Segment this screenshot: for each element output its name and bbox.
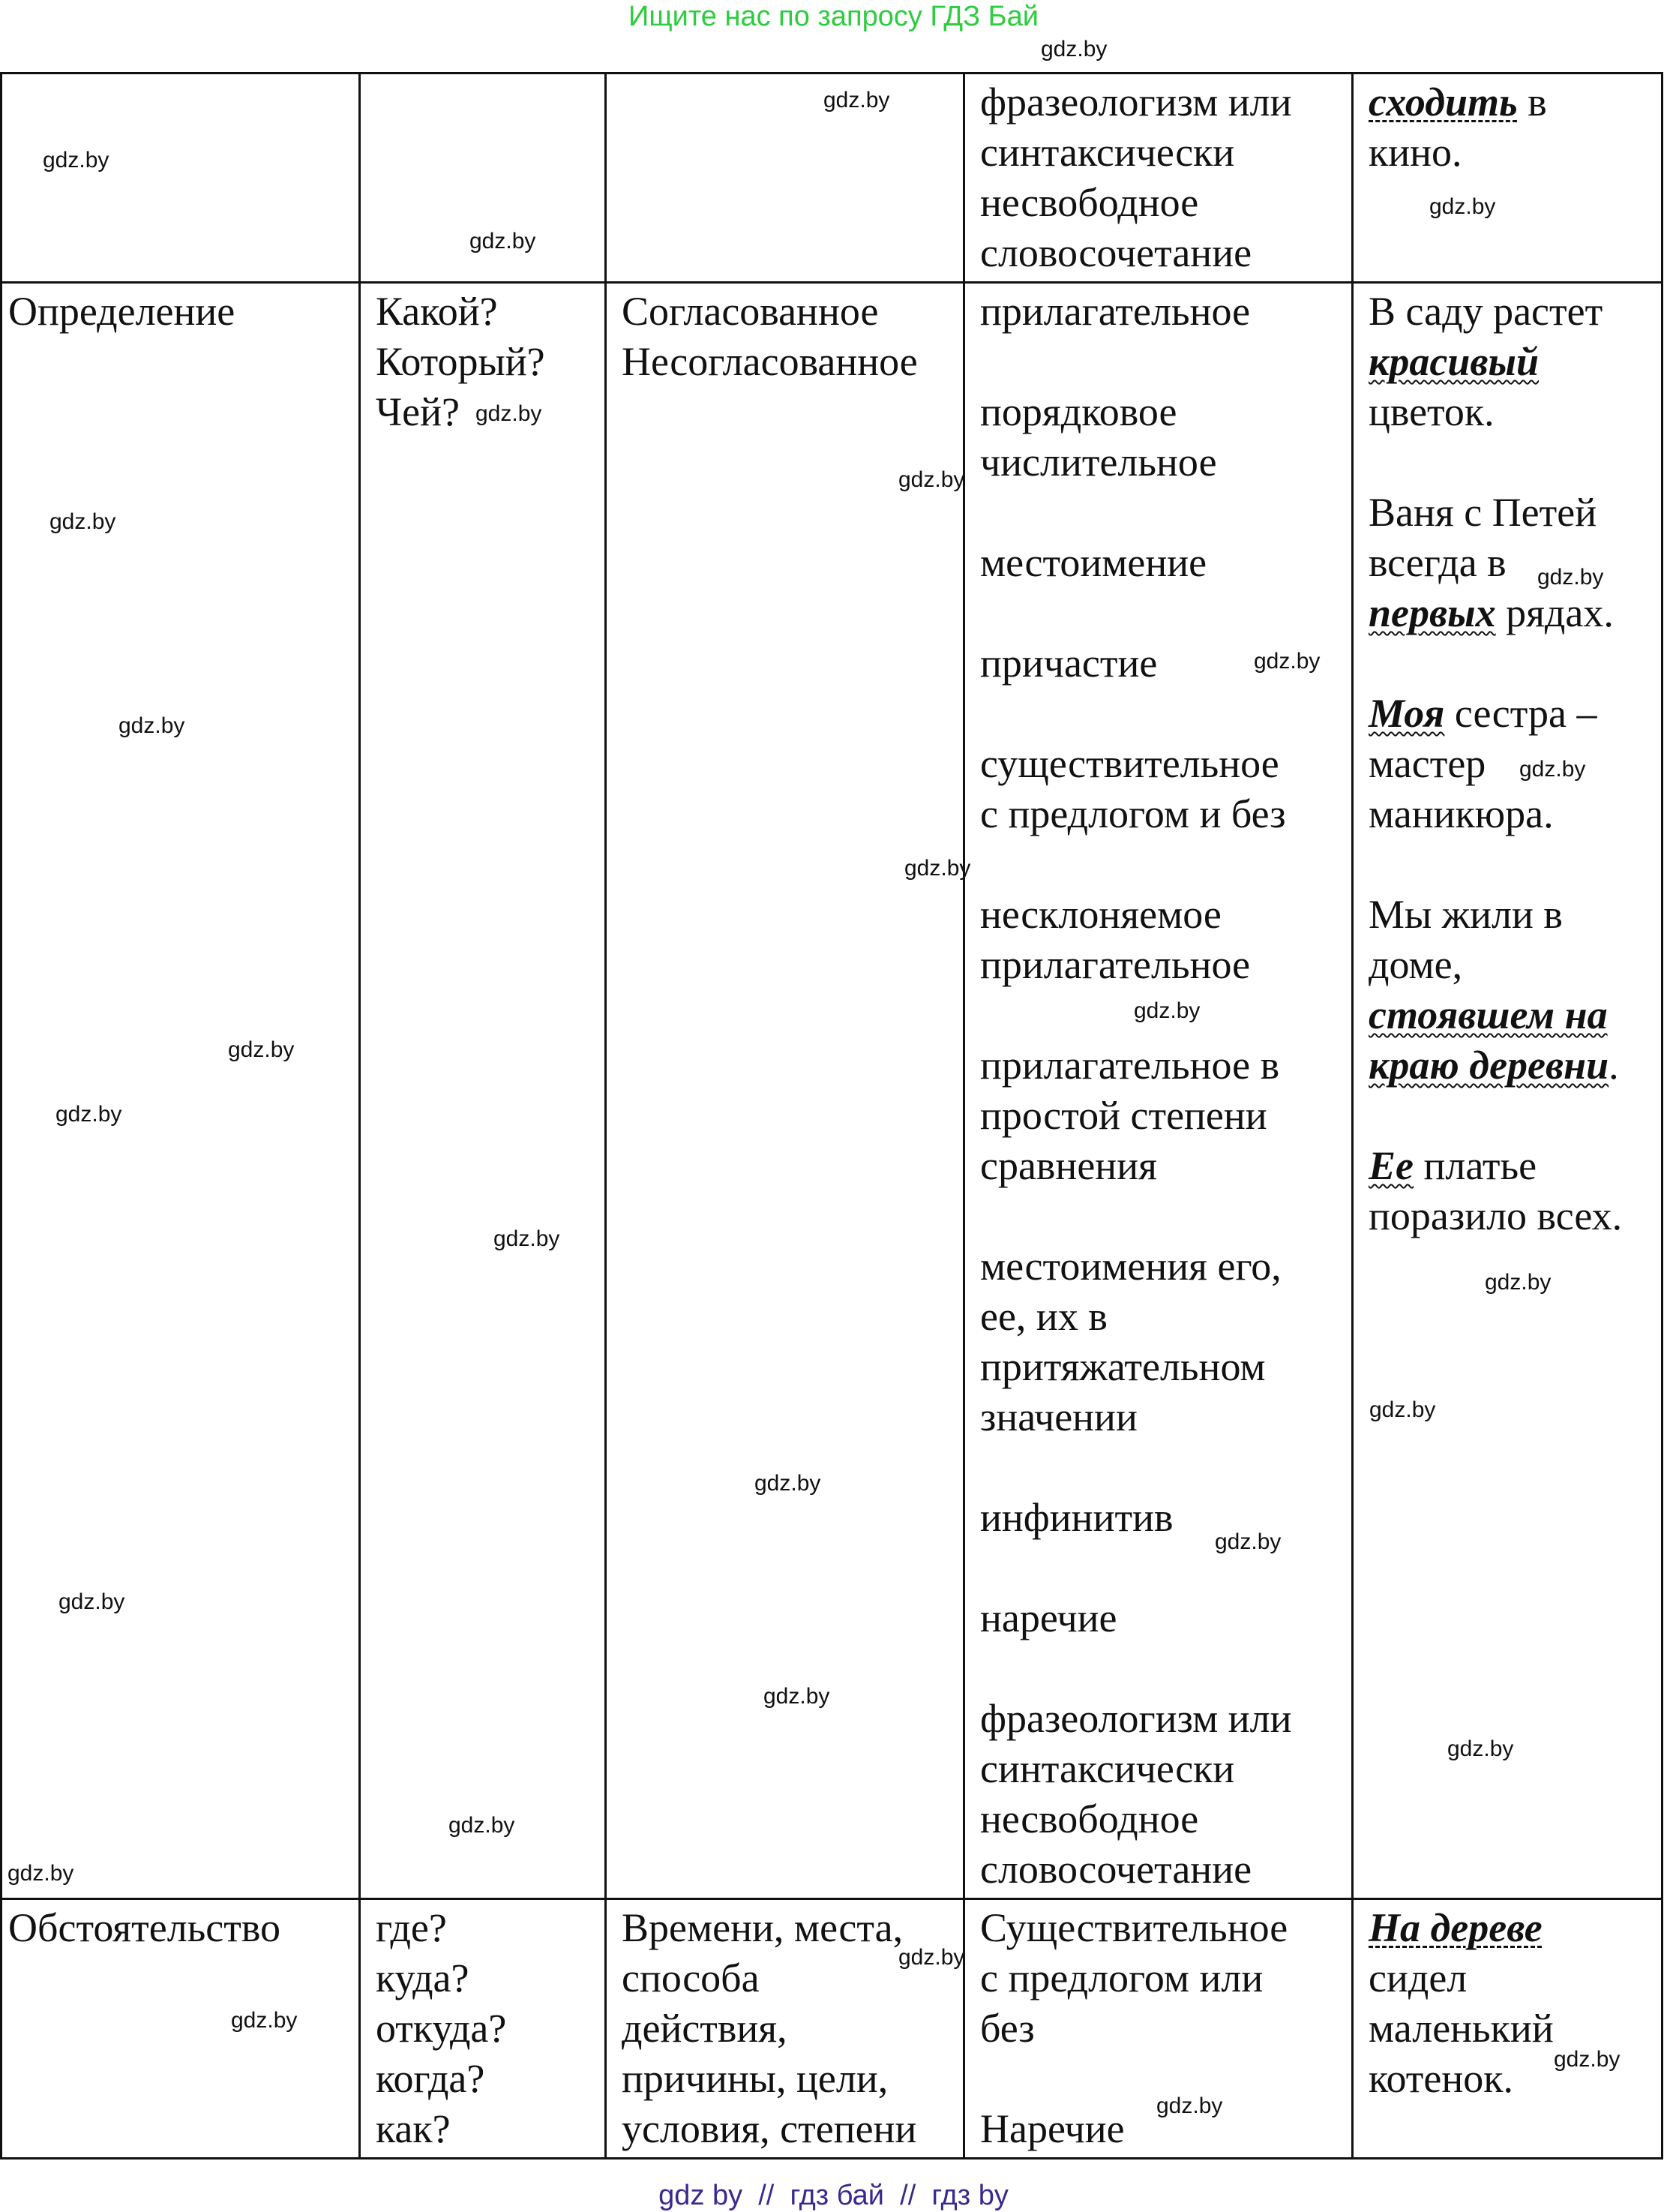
pos-line: наречие (980, 1595, 1117, 1640)
pos-cell (964, 283, 1353, 1899)
example-cell (1353, 283, 1663, 1899)
pos-line: ее, их в (980, 1294, 1108, 1339)
watermark: gdz.by (1554, 2047, 1621, 2072)
watermark: gdz.by (475, 401, 542, 426)
pos-line: значении (980, 1394, 1138, 1439)
questions-cell (360, 283, 606, 1899)
types-cell (606, 1899, 964, 2159)
pos-line: местоимения его, (980, 1244, 1282, 1289)
member-cell (1, 74, 360, 283)
example-text: В саду растет (1369, 289, 1603, 334)
example-highlight: красивый (1369, 339, 1539, 384)
watermark: gdz.by (898, 1945, 965, 1970)
example-highlight: сходить (1369, 80, 1518, 125)
example-highlight: стоявшем на (1369, 992, 1608, 1037)
example-highlight: Ее (1369, 1143, 1414, 1188)
example-cell (1353, 74, 1663, 283)
example-text: платье (1414, 1143, 1537, 1188)
example-text: . (1609, 1043, 1619, 1088)
syntax-table (0, 72, 1663, 2159)
pos-line: несвободное (980, 180, 1199, 225)
question: Который? (376, 339, 545, 384)
watermark: gdz.by (898, 467, 965, 492)
pos-line: прилагательное (980, 942, 1251, 987)
pos-line: числительное (980, 440, 1217, 485)
pos-line: несвободное (980, 1796, 1199, 1841)
type-label: причины, цели, (622, 2056, 889, 2101)
watermark: gdz.by (448, 1813, 515, 1838)
watermark: gdz.by (1134, 998, 1201, 1023)
watermark: gdz.by (1254, 649, 1321, 674)
top-banner[interactable]: Ищите нас по запросу ГДЗ Бай (628, 1, 1039, 32)
question: откуда? (376, 2006, 507, 2051)
type-label: способа (622, 1955, 760, 2000)
watermark: gdz.by (1537, 565, 1604, 590)
pos-line: причастие (980, 641, 1158, 686)
watermark: gdz.by (1215, 1529, 1282, 1554)
type-label: Несогласованное (622, 339, 918, 384)
pos-line: фразеологизм или (980, 1696, 1292, 1741)
example-text: Мы жили в (1369, 892, 1563, 937)
questions-cell (360, 1899, 606, 2159)
question: когда? (376, 2056, 485, 2101)
pos-line: притяжательном (980, 1344, 1266, 1389)
question: где? (376, 1905, 447, 1950)
watermark: gdz.by (231, 2008, 298, 2033)
pos-cell (964, 1899, 1353, 2159)
watermark: gdz.by (7, 1861, 74, 1886)
pos-line: прилагательное в (980, 1043, 1280, 1088)
type-label: условия, степени (622, 2106, 917, 2151)
example-text: сидел (1369, 1955, 1468, 2000)
example-text: кино. (1369, 130, 1462, 175)
question: куда? (376, 1955, 469, 2000)
example-highlight: краю деревни (1369, 1043, 1609, 1088)
example-text: рядах. (1495, 590, 1614, 635)
pos-line: порядковое (980, 389, 1177, 434)
member-cell (1, 1899, 360, 2159)
pos-line: Существительное (980, 1905, 1288, 1950)
pos-line: местоимение (980, 540, 1207, 585)
watermark: gdz.by (904, 856, 971, 881)
example-text: доме, (1369, 942, 1463, 987)
question: Чей? (376, 389, 460, 434)
watermark: gdz.by (1369, 1397, 1436, 1422)
types-cell (606, 74, 964, 283)
pos-line: прилагательное (980, 289, 1251, 334)
pos-line: несклоняемое (980, 892, 1222, 937)
example-text: Ваня с Петей (1369, 490, 1597, 535)
pos-line: с предлогом или (980, 1955, 1264, 2000)
example-text: поразило всех. (1369, 1193, 1623, 1238)
example-highlight: На дереве (1369, 1905, 1543, 1950)
watermark: gdz.by (43, 148, 109, 173)
member-name: Обстоятельство (8, 1905, 280, 1950)
pos-line: синтаксически (980, 130, 1235, 175)
pos-line: фразеологизм или (980, 80, 1292, 125)
pos-line: инфинитив (980, 1495, 1174, 1540)
watermark: gdz.by (228, 1037, 295, 1062)
type-label: Времени, места, (622, 1905, 904, 1950)
pos-line: Наречие (980, 2106, 1125, 2151)
watermark: gdz.by (1156, 2093, 1223, 2118)
pos-line: синтаксически (980, 1746, 1235, 1791)
watermark: gdz.by (823, 88, 890, 113)
watermark: gdz.by (118, 713, 185, 738)
watermark: gdz.by (58, 1589, 125, 1614)
example-cell (1353, 1899, 1663, 2159)
watermark: gdz.by (754, 1471, 821, 1496)
example-text: цветок. (1369, 389, 1495, 434)
watermark: gdz.by (1519, 757, 1586, 782)
watermark: gdz.by (493, 1226, 560, 1251)
example-highlight: Моя (1369, 691, 1445, 736)
member-name: Определение (8, 289, 235, 334)
question: как? (376, 2106, 451, 2151)
example-text: всегда в (1369, 540, 1507, 585)
watermark: gdz.by (1041, 37, 1108, 62)
example-text: маникюра. (1369, 791, 1554, 836)
pos-line: сравнения (980, 1143, 1157, 1188)
example-text: котенок. (1369, 2056, 1513, 2101)
pos-line: существительное (980, 741, 1279, 786)
table-row-attribute (1, 283, 1663, 1899)
example-text: маленький (1369, 2006, 1554, 2051)
watermark: gdz.by (49, 509, 116, 534)
pos-line: словосочетание (980, 230, 1252, 275)
example-text: в (1517, 80, 1547, 125)
watermark: gdz.by (1447, 1736, 1514, 1761)
watermark: gdz.by (55, 1102, 122, 1127)
type-label: Согласованное (622, 289, 879, 334)
pos-line: простой степени (980, 1093, 1267, 1138)
example-text: сестра – (1444, 691, 1597, 736)
pos-line: с предлогом и без (980, 791, 1286, 836)
question: Какой? (376, 289, 498, 334)
example-highlight: первых (1369, 590, 1496, 635)
pos-line: словосочетание (980, 1847, 1252, 1892)
type-label: действия, (622, 2006, 787, 2051)
pos-line: без (980, 2006, 1035, 2051)
types-cell (606, 283, 964, 1899)
pos-cell (964, 74, 1353, 283)
example-text: мастер (1369, 741, 1486, 786)
watermark: gdz.by (469, 229, 536, 254)
watermark: gdz.by (1485, 1270, 1552, 1295)
watermark: gdz.by (763, 1684, 830, 1709)
footer-links[interactable]: gdz by // гдз бай // гдз by (658, 2180, 1009, 2211)
watermark: gdz.by (1429, 194, 1496, 219)
